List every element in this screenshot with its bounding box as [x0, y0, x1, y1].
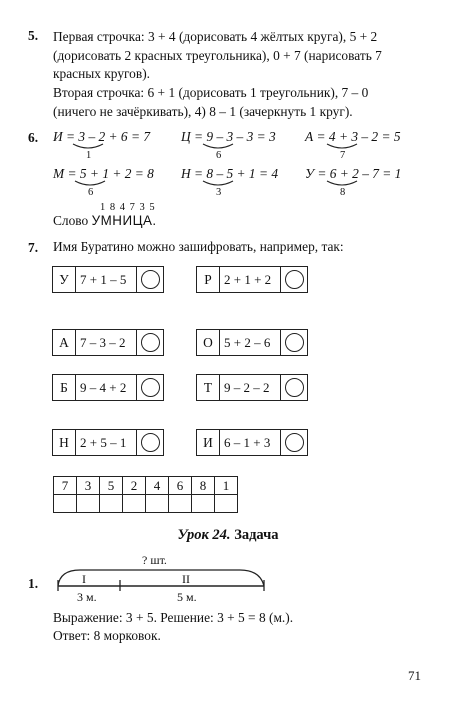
card-letter: И: [197, 430, 220, 455]
code-cell-empty: [192, 495, 215, 513]
equation-m: М = 5 + 1 + 2 = 8: [53, 166, 154, 181]
card-expression: 2 + 1 + 2: [220, 267, 281, 292]
card-letter: Т: [197, 375, 220, 400]
circle-icon: [137, 330, 163, 355]
code-cell-empty: [54, 495, 77, 513]
card-letter: Б: [53, 375, 76, 400]
task-7-number: 7.: [28, 240, 39, 255]
code-cell: 7: [54, 477, 77, 495]
code-row-digits: [54, 477, 238, 495]
lesson-title-rest: Задача: [234, 527, 279, 543]
cipher-card-o: [196, 329, 308, 356]
cipher-card-r: [196, 266, 308, 293]
code-cell-empty: [123, 495, 146, 513]
code-cell: 2: [123, 477, 146, 495]
task-6-number: 6.: [28, 130, 39, 145]
equation-u: У = 6 + 2 – 7 = 1: [305, 166, 402, 181]
circle-icon: [281, 430, 307, 455]
total-label: ? шт.: [142, 553, 167, 567]
circle-icon: [281, 375, 307, 400]
code-cell-empty: [169, 495, 192, 513]
equation-ts: Ц = 9 – 3 – 3 = 3: [181, 129, 276, 144]
cipher-card-n: [52, 429, 164, 456]
page-number: 71: [408, 668, 421, 683]
circle-icon: [281, 330, 307, 355]
card-expression: 7 + 1 – 5: [76, 267, 137, 292]
task-7-text: Имя Буратино можно зашифровать, например, так:: [53, 239, 344, 254]
code-cell: 3: [77, 477, 100, 495]
code-cell-empty: [77, 495, 100, 513]
answer-line: Ответ: 8 морковок.: [53, 628, 161, 643]
code-cell: 4: [146, 477, 169, 495]
word-line: [53, 213, 157, 229]
task-1-number: 1.: [28, 576, 39, 591]
circle-icon: [137, 267, 163, 292]
card-letter: О: [197, 330, 220, 355]
cipher-card-a: [52, 329, 164, 356]
digit-2: 6: [216, 150, 222, 161]
task-5-line-5: (ничего не зачёркивать), 4) 8 – 1 (зачеркнуть 1 круг).: [53, 104, 353, 119]
card-letter: Н: [53, 430, 76, 455]
card-expression: 6 – 1 + 3: [220, 430, 281, 455]
answer-word: УМНИЦА.: [91, 213, 157, 228]
task-5-line-1: Первая строчка: 3 + 4 (дорисовать 4 жёлтых круга), 5 + 2: [53, 29, 378, 44]
digit-sequence: 1 8 4 7 3 5: [100, 202, 156, 213]
part-2-label: II: [182, 572, 190, 586]
word-label: Слово: [53, 213, 89, 228]
code-cell: 6: [169, 477, 192, 495]
digit-4: 6: [88, 187, 94, 198]
cipher-card-b: [52, 374, 164, 401]
length-2-label: 5 м.: [177, 590, 197, 604]
code-cell: 1: [215, 477, 238, 495]
cipher-card-i: [196, 429, 308, 456]
cipher-card-u: [52, 266, 164, 293]
task-5-line-3: красных кругов).: [53, 66, 150, 81]
length-1-label: 3 м.: [77, 590, 97, 604]
card-expression: 9 – 4 + 2: [76, 375, 137, 400]
equation-n: Н = 8 – 5 + 1 = 4: [181, 166, 279, 181]
digit-5: 3: [216, 187, 222, 198]
code-cell: 8: [192, 477, 215, 495]
equation-i: И = 3 – 2 + 6 = 7: [53, 129, 151, 144]
digit-1: 1: [86, 150, 92, 161]
card-expression: 2 + 5 – 1: [76, 430, 137, 455]
task-5-line-4: Вторая строчка: 6 + 1 (дорисовать 1 треугольник), 7 – 0: [53, 85, 369, 100]
part-1-label: I: [82, 572, 86, 586]
circle-icon: [137, 430, 163, 455]
card-letter: А: [53, 330, 76, 355]
code-cell-empty: [215, 495, 238, 513]
equation-a: А = 4 + 3 – 2 = 5: [305, 129, 401, 144]
card-expression: 7 – 3 – 2: [76, 330, 137, 355]
task-5-line-2: (дорисовать 2 красных треугольника), 0 + 7 (нарисовать 7: [53, 48, 382, 63]
circle-icon: [281, 267, 307, 292]
lesson-heading: [0, 527, 456, 544]
cipher-card-t: [196, 374, 308, 401]
digit-6: 8: [340, 187, 346, 198]
code-cell: 5: [100, 477, 123, 495]
card-letter: Р: [197, 267, 220, 292]
digit-3: 7: [340, 150, 346, 161]
code-grid: [53, 476, 238, 513]
card-letter: У: [53, 267, 76, 292]
code-row-empty: [54, 495, 238, 513]
code-cell-empty: [146, 495, 169, 513]
card-expression: 5 + 2 – 6: [220, 330, 281, 355]
circle-icon: [137, 375, 163, 400]
task-5-number: 5.: [28, 28, 39, 43]
expression-line: Выражение: 3 + 5. Решение: 3 + 5 = 8 (м.).: [53, 610, 294, 625]
lesson-title-italic: Урок 24.: [177, 527, 231, 543]
code-cell-empty: [100, 495, 123, 513]
card-expression: 9 – 2 – 2: [220, 375, 281, 400]
